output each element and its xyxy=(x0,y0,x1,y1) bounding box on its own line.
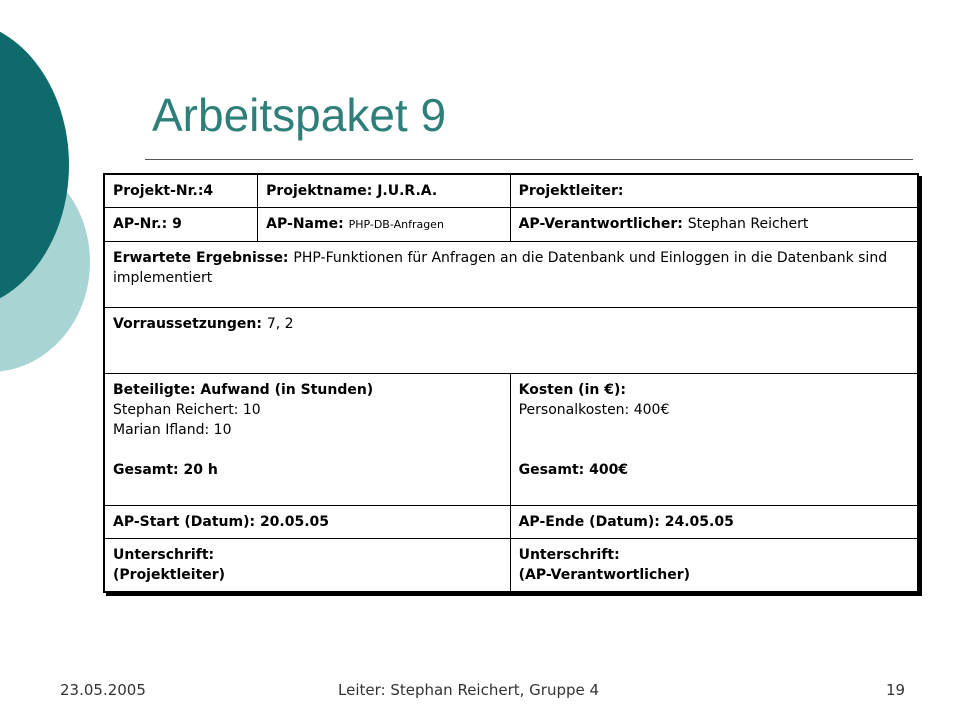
beteiligte-person: Stephan Reichert: 10 xyxy=(113,402,261,418)
cell-projektleiter: Projektleiter: xyxy=(510,174,918,208)
ergebnisse-label: Erwartete Ergebnisse: xyxy=(113,250,294,266)
kosten-total: Gesamt: 400€ xyxy=(518,462,629,478)
table-row-signatures xyxy=(104,539,918,593)
cell-ap-start: AP-Start (Datum): 20.05.05 xyxy=(104,506,510,539)
work-package-table xyxy=(103,173,919,593)
ap-name-value: PHP-DB-Anfragen xyxy=(348,218,444,231)
cell-ap-name xyxy=(258,208,510,242)
table-row-voraussetzungen xyxy=(104,308,918,374)
ap-verantw-value: Stephan Reichert xyxy=(687,216,809,232)
ap-name-label: AP-Name: xyxy=(266,216,349,232)
footer-page-number: 19 xyxy=(886,681,906,699)
table-row-dates xyxy=(104,506,918,539)
signature-role: (Projektleiter) xyxy=(113,567,226,583)
kosten-item: Personalkosten: 400€ xyxy=(518,402,670,418)
title-divider xyxy=(145,159,913,160)
voraussetzungen-label: Vorraussetzungen: xyxy=(113,316,267,332)
signature-role: (AP-Verantwortlicher) xyxy=(518,567,691,583)
footer-center-text: Leiter: Stephan Reichert, Gruppe 4 xyxy=(338,681,600,699)
cell-signature-projektleiter xyxy=(104,539,510,593)
footer-date: 23.05.2005 xyxy=(60,681,146,699)
cell-signature-ap-verantwortlicher xyxy=(510,539,918,593)
spacer xyxy=(519,440,909,460)
cell-projekt-nr: Projekt-Nr.:4 xyxy=(104,174,258,208)
cell-kosten xyxy=(510,374,918,506)
cell-voraussetzungen xyxy=(104,308,918,374)
cell-beteiligte xyxy=(104,374,510,506)
beteiligte-person: Marian Ifland: 10 xyxy=(113,422,232,438)
voraussetzungen-value: 7, 2 xyxy=(266,316,294,332)
signature-label: Unterschrift: xyxy=(518,547,620,563)
ap-verantw-label: AP-Verantwortlicher: xyxy=(518,216,688,232)
table-row-project xyxy=(104,174,918,208)
cell-ap-nr: AP-Nr.: 9 xyxy=(104,208,258,242)
cell-projektname: Projektname: J.U.R.A. xyxy=(258,174,510,208)
spacer xyxy=(113,440,502,460)
cell-ergebnisse xyxy=(104,242,918,308)
slide-title: Arbeitspaket 9 xyxy=(152,89,447,141)
table-row-aufwand xyxy=(104,374,918,506)
ergebnisse-value: PHP-Funktionen für Anfragen an die Datenbank und Einloggen in die Datenbank sind implementiert xyxy=(113,250,888,286)
table-row-ap xyxy=(104,208,918,242)
cell-ap-ende: AP-Ende (Datum): 24.05.05 xyxy=(510,506,918,539)
beteiligte-total: Gesamt: 20 h xyxy=(113,462,218,478)
beteiligte-label: Beteiligte: Aufwand (in Stunden) xyxy=(113,382,374,398)
kosten-label: Kosten (in €): xyxy=(518,382,626,398)
spacer xyxy=(519,420,909,440)
table-row-ergebnisse xyxy=(104,242,918,308)
cell-ap-verantwortlicher xyxy=(510,208,918,242)
signature-label: Unterschrift: xyxy=(113,547,215,563)
